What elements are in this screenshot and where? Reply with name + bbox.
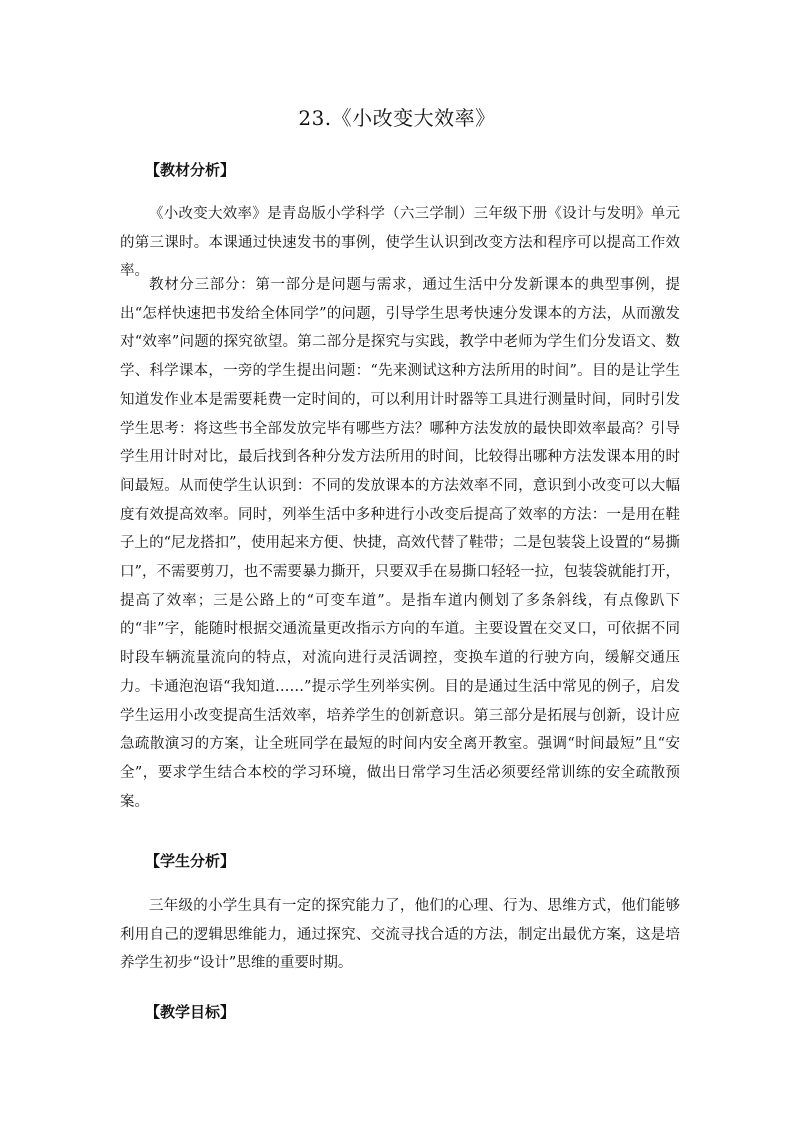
document-title: 23.《小改变大效率》 — [298, 106, 496, 130]
section-heading-textbook-analysis: 【教材分析】 — [145, 161, 236, 179]
section-heading-student-analysis: 【学生分析】 — [145, 852, 236, 870]
paragraph-textbook-three-parts: 教材分三部分：第一部分是问题与需求，通过生活中分发新课本的典型事例，提出“怎样快速把书发给全体同学”的问题，引导学生思考快速分发课本的方法，从而激发对“效率”问题的探究欲望。第二部分是探究与实践，教学中老师为学生们分发语文、数学、科学课本，一旁的学生提出问题：“先来测试这种方法所用的时间”。目的是让学生知道发作业本是需要耗费一定时间的，可以利用计时器等工具进行测量时间，同时引发学生思考：将这些书全部发放完毕有哪些方法？哪种方法发放的最快即效率最高？引导学生用计时对比，最后找到各种分发方法所用的时间，比较得出哪种方法发课本用的时间最短。从而使学生认识到：不同的发放课本的方法效率不同，意识到小改变可以大幅度有效提高效率。同时，列举生活中多种进行小改变后提高了效率的方法：一是用在鞋子上的“尼龙搭扣”，使用起来方便、快捷，高效代替了鞋带；二是包装袋上设置的“易撕口”，不需要剪刀，也不需要暴力撕开，只要双手在易撕口轻轻一拉，包装袋就能打开，提高了效率；三是公路上的“可变车道”。是指车道内侧划了多条斜线，有点像趴下的“非”字，能随时根据交通流量更改指示方向的车道。主要设置在交叉口，可依据不同时段车辆流量流向的特点，对流向进行灵活调控，变换车道的行驶方向，缓解交通压力。卡通泡泡语“我知道……”提示学生列举实例。目的是通过生活中常见的例子，启发学生运用小改变提高生活效率，培养学生的创新意识。第三部分是拓展与创新，设计应急疏散演习的方案，让全班同学在最短的时间内安全离开教室。强调“时间最短”且“安全”，要求学生结合本校的学习环境，做出日常学习生活必须要经常训练的安全疏散预案。 — [120, 277, 680, 810]
paragraph-textbook-intro: 《小改变大效率》是青岛版小学科学（六三学制）三年级下册《设计与发明》单元的第三课时。本课通过快速发书的事例，使学生认识到改变方法和程序可以提高工作效率。 — [120, 206, 680, 280]
paragraph-student-analysis: 三年级的小学生具有一定的探究能力了，他们的心理、行为、思维方式，他们能够利用自己的逻辑思维能力，通过探究、交流寻找合适的方法，制定出最优方案，这是培养学生初步“设计”思维的重要时期。 — [120, 898, 680, 972]
section-heading-teaching-goals: 【教学目标】 — [145, 1003, 236, 1021]
